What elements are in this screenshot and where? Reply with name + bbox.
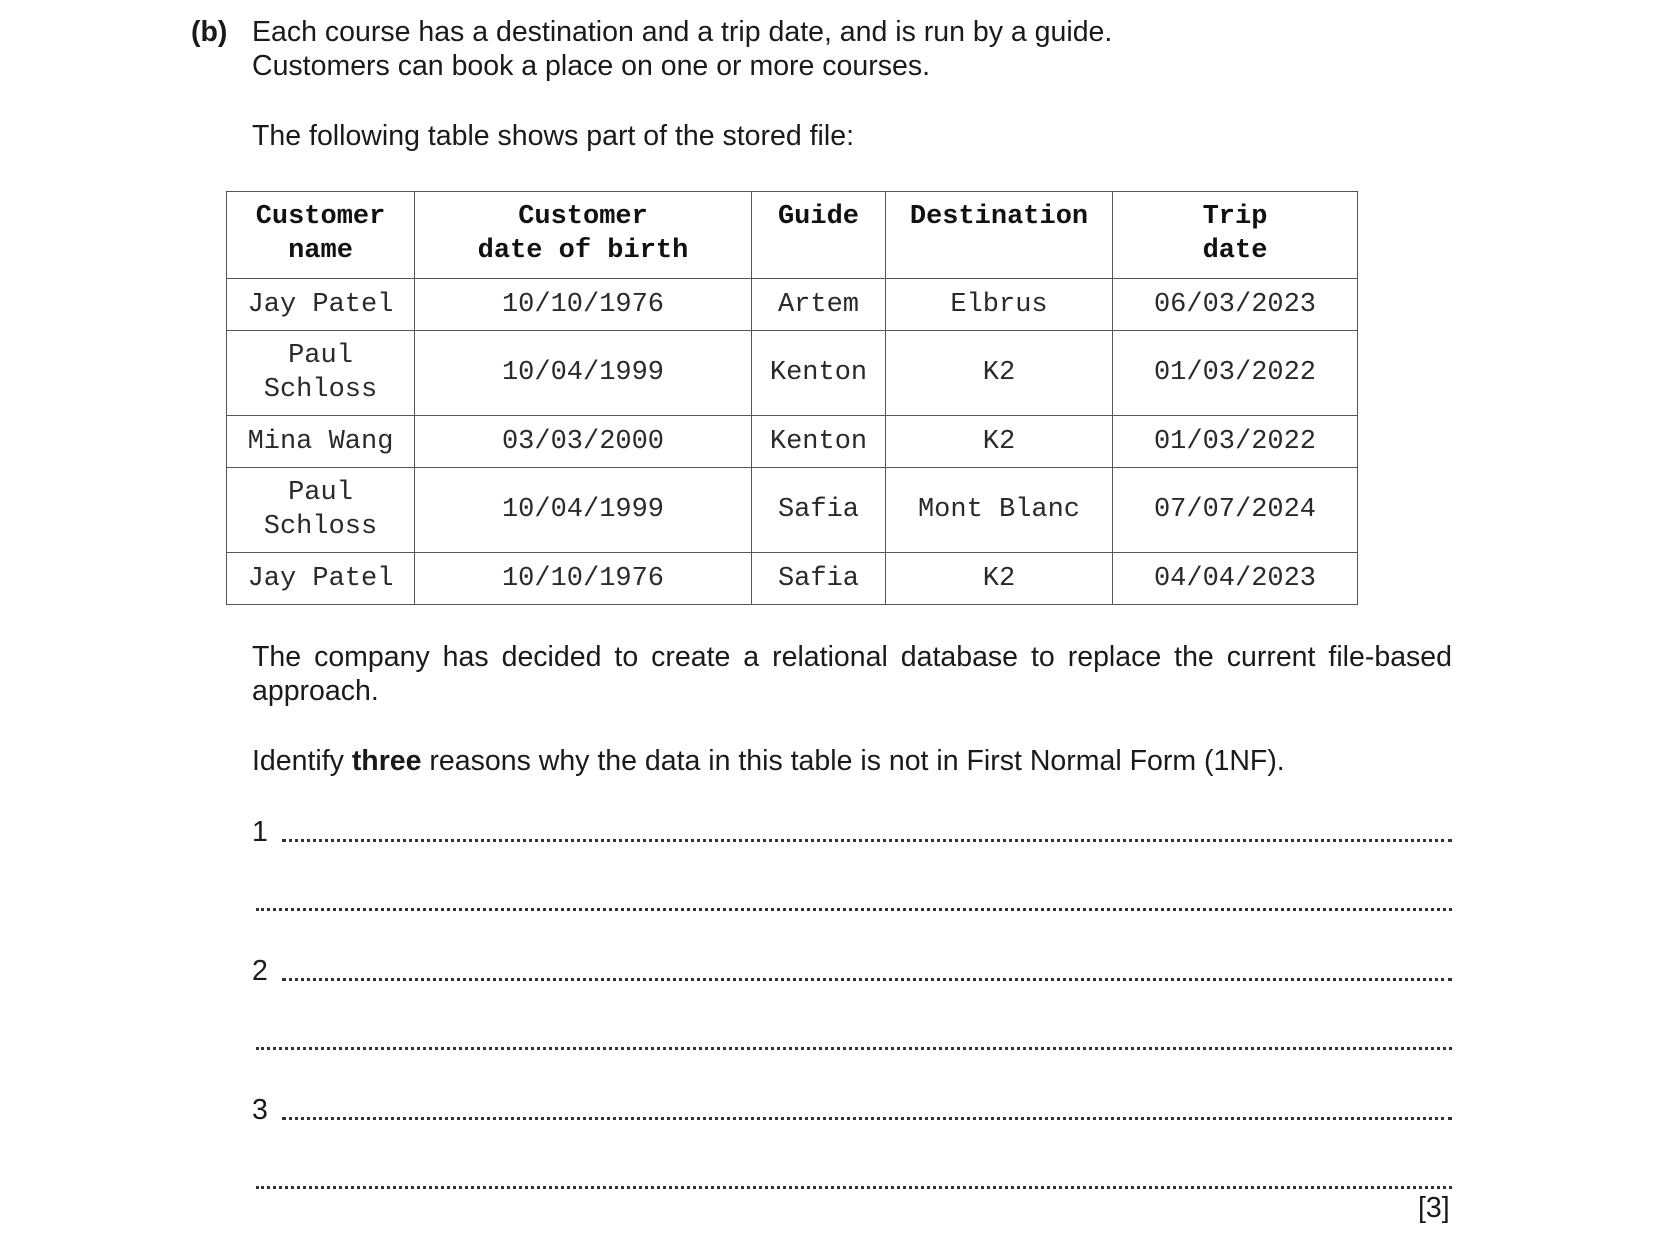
cell-guide: Kenton [752, 331, 886, 416]
cell-customer-name: Paul Schloss [227, 331, 415, 416]
answer-line-3a[interactable] [282, 1117, 1452, 1120]
cell-customer-name: Jay Patel [227, 553, 415, 605]
answer-number-2: 2 [252, 955, 268, 987]
cell-guide: Safia [752, 468, 886, 553]
cell-customer-name: Mina Wang [227, 416, 415, 468]
answer-line-2b[interactable] [256, 1047, 1452, 1050]
cell-destination: K2 [886, 331, 1113, 416]
stored-file-table [226, 191, 1358, 605]
intro-line-1: Each course has a destination and a trip date, and is run by a guide. [252, 16, 1113, 48]
cell-customer-dob: 10/04/1999 [415, 468, 752, 553]
cell-guide: Safia [752, 553, 886, 605]
answer-number-3: 3 [252, 1094, 268, 1126]
table-intro-text: The following table shows part of the stored file: [252, 120, 854, 152]
cell-trip-date: 01/03/2022 [1113, 331, 1358, 416]
cell-destination: Elbrus [886, 279, 1113, 331]
header-destination: Destination [886, 192, 1113, 279]
identify-emphasis: three [351, 745, 422, 777]
cell-customer-name: Paul Schloss [227, 468, 415, 553]
header-trip-date: Trip date [1113, 192, 1358, 279]
answer-number-1: 1 [252, 816, 268, 848]
cell-customer-dob: 10/04/1999 [415, 331, 752, 416]
cell-trip-date: 06/03/2023 [1113, 279, 1358, 331]
identify-instruction [252, 744, 1285, 778]
company-statement: The company has decided to create a relational database to replace the current file-based approach. [252, 641, 1452, 707]
header-customer-dob: Customer date of birth [415, 192, 752, 279]
cell-customer-dob: 03/03/2000 [415, 416, 752, 468]
question-intro [252, 15, 1472, 83]
cell-guide: Kenton [752, 416, 886, 468]
cell-customer-dob: 10/10/1976 [415, 279, 752, 331]
cell-trip-date: 04/04/2023 [1113, 553, 1358, 605]
table-row [227, 553, 1358, 605]
header-customer-name: Customer name [227, 192, 415, 279]
cell-destination: K2 [886, 553, 1113, 605]
cell-customer-dob: 10/10/1976 [415, 553, 752, 605]
answer-line-2a[interactable] [282, 978, 1452, 981]
marks-indicator: [3] [1418, 1192, 1450, 1224]
table-row [227, 416, 1358, 468]
answer-line-1a[interactable] [282, 839, 1452, 842]
answer-line-1b[interactable] [256, 908, 1452, 911]
question-part-label: (b) [191, 16, 228, 48]
answer-line-3b[interactable] [256, 1186, 1452, 1189]
header-guide: Guide [752, 192, 886, 279]
identify-prefix: Identify [252, 745, 352, 777]
cell-destination: K2 [886, 416, 1113, 468]
intro-line-2: Customers can book a place on one or more courses. [252, 50, 931, 82]
table-row [227, 468, 1358, 553]
cell-destination: Mont Blanc [886, 468, 1113, 553]
table-header-row [227, 192, 1358, 279]
cell-trip-date: 07/07/2024 [1113, 468, 1358, 553]
table-row [227, 331, 1358, 416]
identify-suffix: reasons why the data in this table is not in First Normal Form (1NF). [421, 745, 1285, 777]
table-row [227, 279, 1358, 331]
cell-guide: Artem [752, 279, 886, 331]
cell-customer-name: Jay Patel [227, 279, 415, 331]
cell-trip-date: 01/03/2022 [1113, 416, 1358, 468]
